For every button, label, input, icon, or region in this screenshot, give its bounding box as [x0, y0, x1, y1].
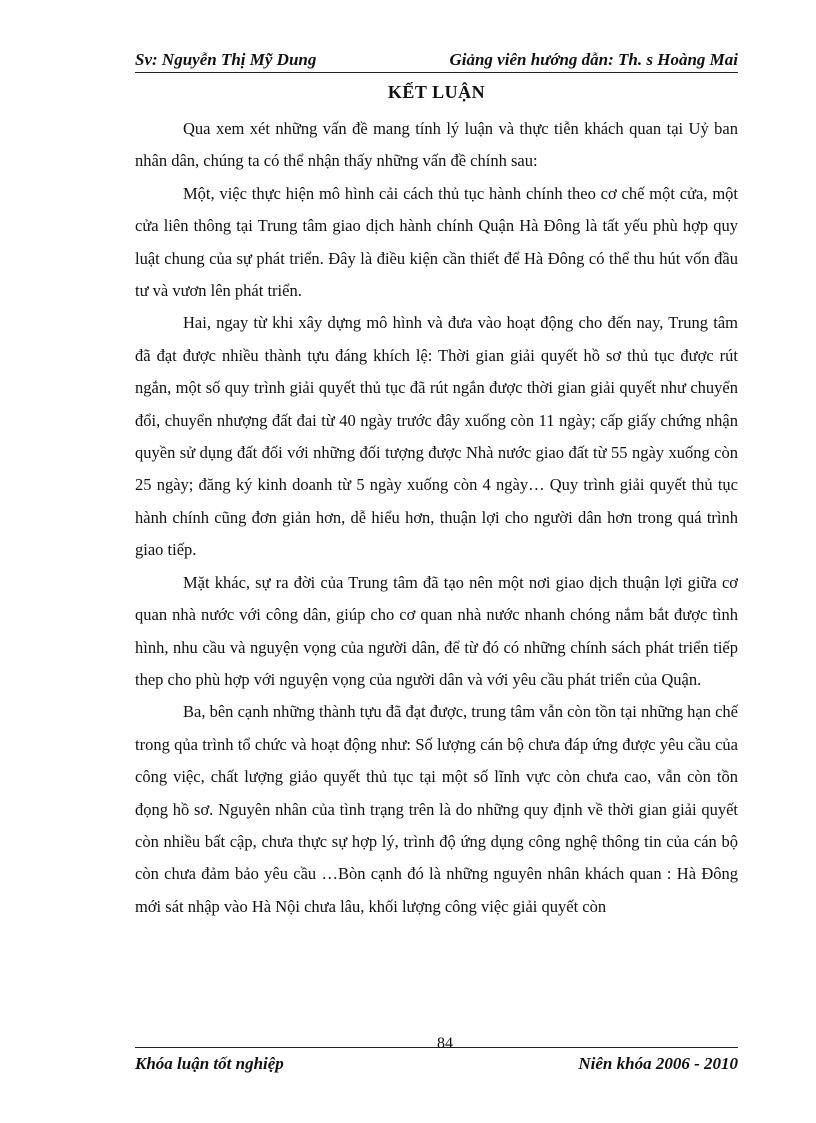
- page-footer: [135, 1054, 738, 1076]
- page-header: [135, 50, 738, 73]
- footer-academic-year: Niên khóa 2006 - 2010: [578, 1054, 738, 1073]
- paragraph-one: Một, việc thực hiện mô hình cải cách thủ tục hành chính theo cơ chế một cửa, một cửa liên thông tại Trung tâm giao dịch hành chính Quận Hà Đông là tất yếu phù hợp quy luật chung của sự phát triển. Đây là điều kiện cần thiết để Hà Đông có thể thu hút vốn đầu tư và vươn lên phát triển.: [135, 183, 738, 301]
- footer-thesis-label: Khóa luận tốt nghiệp: [135, 1054, 284, 1073]
- page-title: KẾT LUẬN: [387, 82, 486, 102]
- paragraph-three: Ba, bên cạnh những thành tựu đã đạt được, trung tâm vẫn còn tồn tại những hạn chế trong qủa trình tổ chức và hoạt động như: Số lượng cán bộ chưa đáp ứng được yêu cầu của công việc, chất lượng giảo quyết thủ tục tại một số lĩnh vực còn chưa cao, vẫn còn tồn đọng hồ sơ. Nguyên nhân của tình trạng trên là do những quy định về thời gian giải quyết còn nhiều bất cập, chưa thực sự hợp lý, trình độ ứng dụng công nghệ thông tin của cán bộ còn chưa đảm bảo yêu cầu …Bòn cạnh đó là những nguyên nhân khách quan : Hà Đông mới sát nhập vào Hà Nội chưa lâu, khối lượng công việc giải quyết còn: [135, 702, 738, 916]
- header-supervisor: Giảng viên hướng dẫn: Th. s Hoàng Mai: [449, 50, 738, 69]
- paragraph-intro: Qua xem xét những vấn đề mang tính lý luận và thực tiễn khách quan tại Uỷ ban nhân dân, chúng ta có thể nhận thấy những vấn đề chính sau:: [135, 119, 738, 171]
- paragraph-other-hand: Mặt khác, sự ra đời của Trung tâm đã tạo nên một nơi giao dịch thuận lợi giữa cơ quan nhà nước với công dân, giúp cho cơ quan nhà nước nhanh chóng nắm bắt được tình hình, nhu cầu và nguyện vọng của người dân, để từ đó có những chính sách phát triển tiếp thep cho phù hợp với nguyện vọng của người dân và với yêu cầu phát triển của Quận.: [135, 572, 738, 689]
- page-number: 84: [437, 1035, 453, 1052]
- paragraph-two: Hai, ngay từ khi xây dựng mô hình và đưa vào hoạt động cho đến nay, Trung tâm đã đạt được nhiều thành tựu đáng khích lệ: Thời gian giải quyết hồ sơ thủ tục được rút ngắn, một số quy trình giải quyết thủ tục đã rút ngắn được thời gian giải quyết như chuyển đổi, chuyển nhượng đất đai từ 40 ngày trước đây xuống còn 11 ngày; cấp giấy chứng nhận quyền sử dụng đất đối với những đối tượng được Nhà nước giao đất từ 55 ngày xuống còn 25 ngày; đăng ký kinh doanh từ 5 ngày xuống còn 4 ngày… Quy trình giải quyết thủ tục hành chính cũng đơn giản hơn, dễ hiểu hơn, thuận lợi cho người dân hơn trong quá trình giao tiếp.: [135, 313, 738, 560]
- header-student: Sv: Nguyễn Thị Mỹ Dung: [135, 50, 317, 69]
- body-text: [135, 113, 738, 923]
